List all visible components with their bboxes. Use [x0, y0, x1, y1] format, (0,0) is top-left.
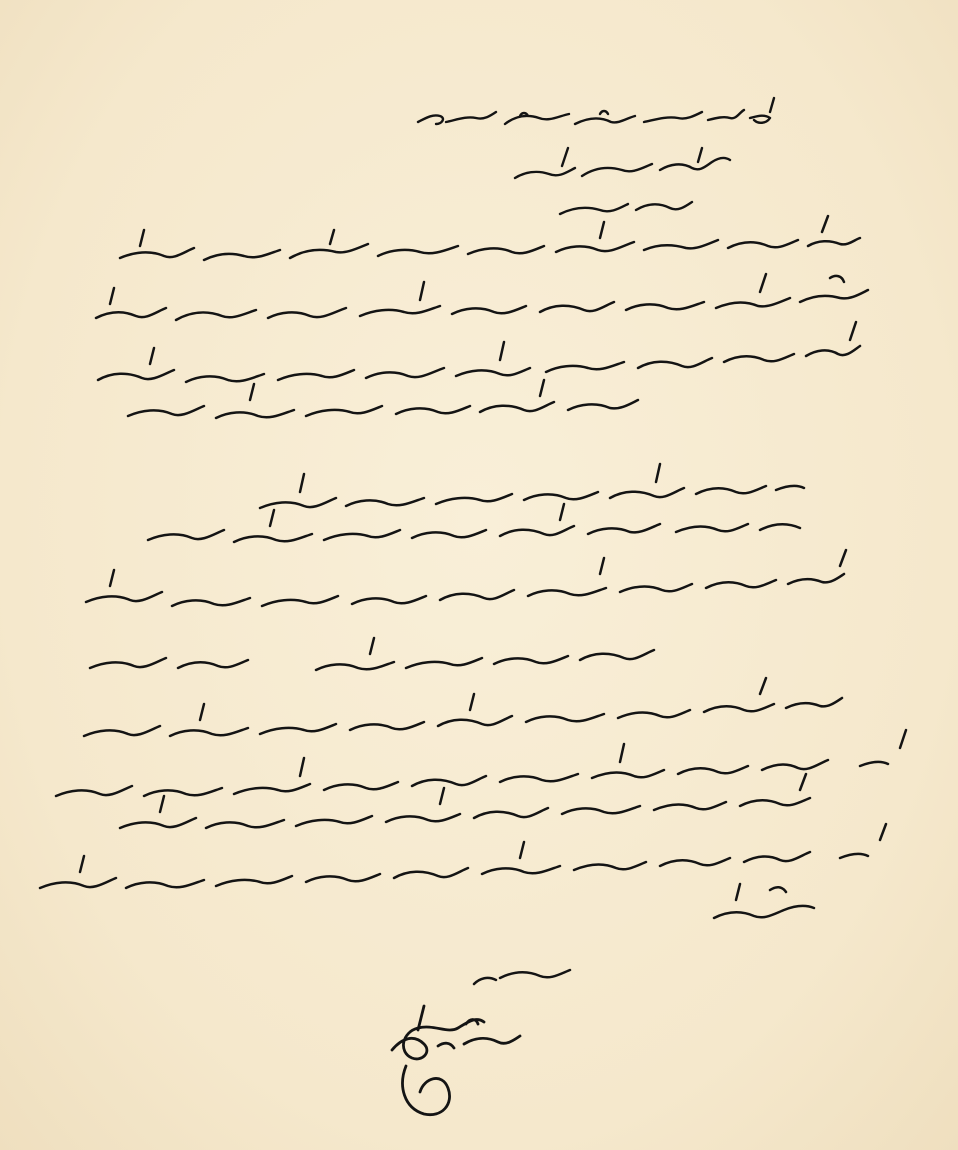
ink-body-line-9 [84, 678, 842, 736]
ink-body-line-1 [120, 216, 860, 260]
ink-body-line-3 [98, 322, 860, 382]
ink-body-line-7 [86, 550, 846, 606]
ink-body-line-13 [714, 884, 814, 918]
ink-body-line-2 [96, 274, 868, 320]
ink-signature [392, 1006, 520, 1115]
ink-body-line-11 [120, 774, 810, 828]
ink-closing [474, 970, 570, 984]
ink-greeting [515, 148, 730, 214]
ink-body-line-8 [90, 638, 654, 670]
ink-body-line-12 [40, 824, 886, 888]
ink-salutation [418, 98, 774, 124]
ink-body-line-4 [128, 380, 638, 418]
ink-body-line-10 [56, 730, 906, 796]
ink-body-line-5 [260, 464, 804, 508]
ink-body-line-6 [148, 504, 800, 542]
